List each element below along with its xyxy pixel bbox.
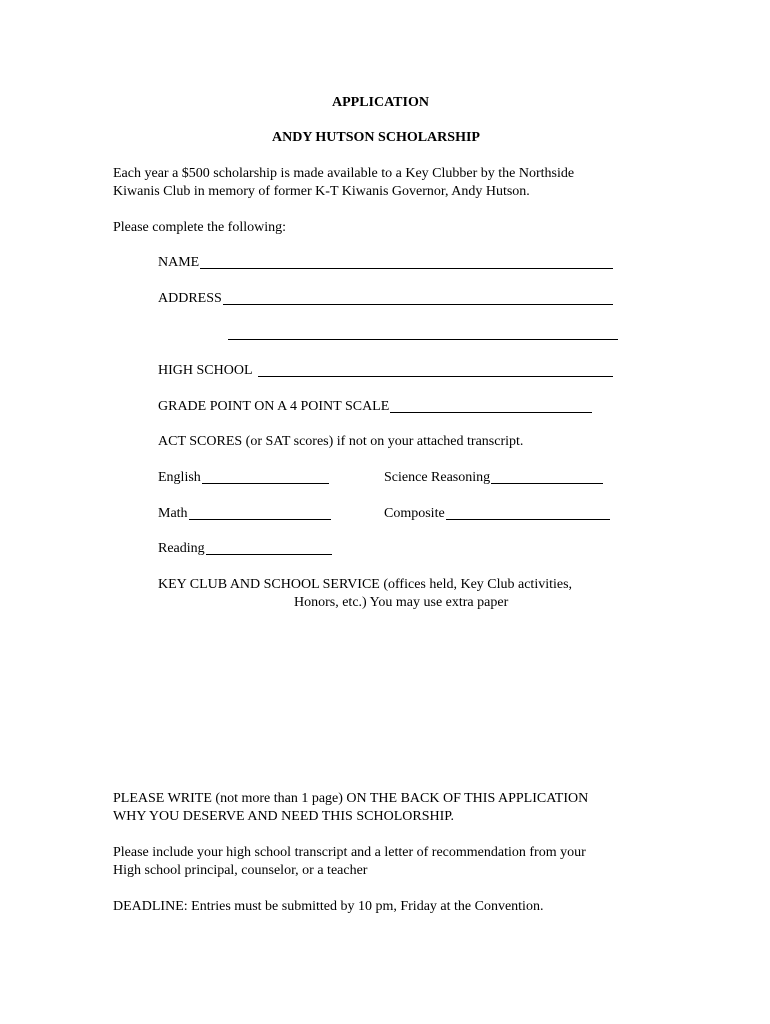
english-label: English bbox=[158, 470, 201, 485]
act-scores-heading: ACT SCORES (or SAT scores) if not on your attached transcript. bbox=[158, 434, 524, 449]
name-field[interactable] bbox=[158, 254, 613, 272]
gpa-label: GRADE POINT ON A 4 POINT SCALE bbox=[158, 399, 390, 414]
intro-line-2: Kiwanis Club in memory of former K-T Kiwanis Governor, Andy Hutson. bbox=[113, 184, 530, 199]
intro-line-1: Each year a $500 scholarship is made available to a Key Clubber by the Northside bbox=[113, 166, 575, 181]
composite-input-line[interactable] bbox=[446, 505, 610, 520]
composite-score-field[interactable] bbox=[384, 505, 610, 523]
essay-instruction-line-2: WHY YOU DESERVE AND NEED THIS SCHOLORSHIP. bbox=[113, 809, 454, 824]
high-school-label: HIGH SCHOOL bbox=[158, 363, 253, 378]
address-input-line-2[interactable] bbox=[228, 339, 618, 340]
instruction-text: Please complete the following: bbox=[113, 220, 287, 235]
science-input-line[interactable] bbox=[491, 469, 603, 484]
include-line-2: High school principal, counselor, or a teacher bbox=[113, 863, 368, 878]
gpa-input-line[interactable] bbox=[390, 398, 592, 413]
page-title: APPLICATION bbox=[332, 95, 429, 110]
address-field[interactable] bbox=[158, 290, 613, 308]
include-line-1: Please include your high school transcript and a letter of recommendation from your bbox=[113, 845, 586, 860]
name-label: NAME bbox=[158, 255, 200, 270]
address-label: ADDRESS bbox=[158, 291, 222, 306]
science-label: Science Reasoning bbox=[384, 470, 491, 485]
math-label: Math bbox=[158, 506, 188, 521]
deadline-text: DEADLINE: Entries must be submitted by 10 pm, Friday at the Convention. bbox=[113, 899, 544, 914]
math-score-field[interactable] bbox=[158, 505, 331, 523]
english-score-field[interactable] bbox=[158, 469, 329, 487]
english-input-line[interactable] bbox=[202, 469, 329, 484]
service-heading-line-1: KEY CLUB AND SCHOOL SERVICE (offices held, Key Club activities, bbox=[158, 577, 573, 592]
reading-label: Reading bbox=[158, 541, 205, 556]
service-heading-line-2: Honors, etc.) You may use extra paper bbox=[294, 595, 509, 610]
reading-score-field[interactable] bbox=[158, 540, 332, 558]
page-subtitle: ANDY HUTSON SCHOLARSHIP bbox=[272, 130, 480, 145]
science-score-field[interactable] bbox=[384, 469, 603, 487]
math-input-line[interactable] bbox=[189, 505, 331, 520]
composite-label: Composite bbox=[384, 506, 445, 521]
gpa-field[interactable] bbox=[158, 398, 592, 416]
high-school-input-line[interactable] bbox=[258, 362, 613, 377]
reading-input-line[interactable] bbox=[206, 540, 332, 555]
address-input-line[interactable] bbox=[223, 290, 613, 305]
name-input-line[interactable] bbox=[200, 254, 613, 269]
high-school-field[interactable] bbox=[158, 362, 613, 380]
essay-instruction-line-1: PLEASE WRITE (not more than 1 page) ON THE BACK OF THIS APPLICATION bbox=[113, 791, 589, 806]
